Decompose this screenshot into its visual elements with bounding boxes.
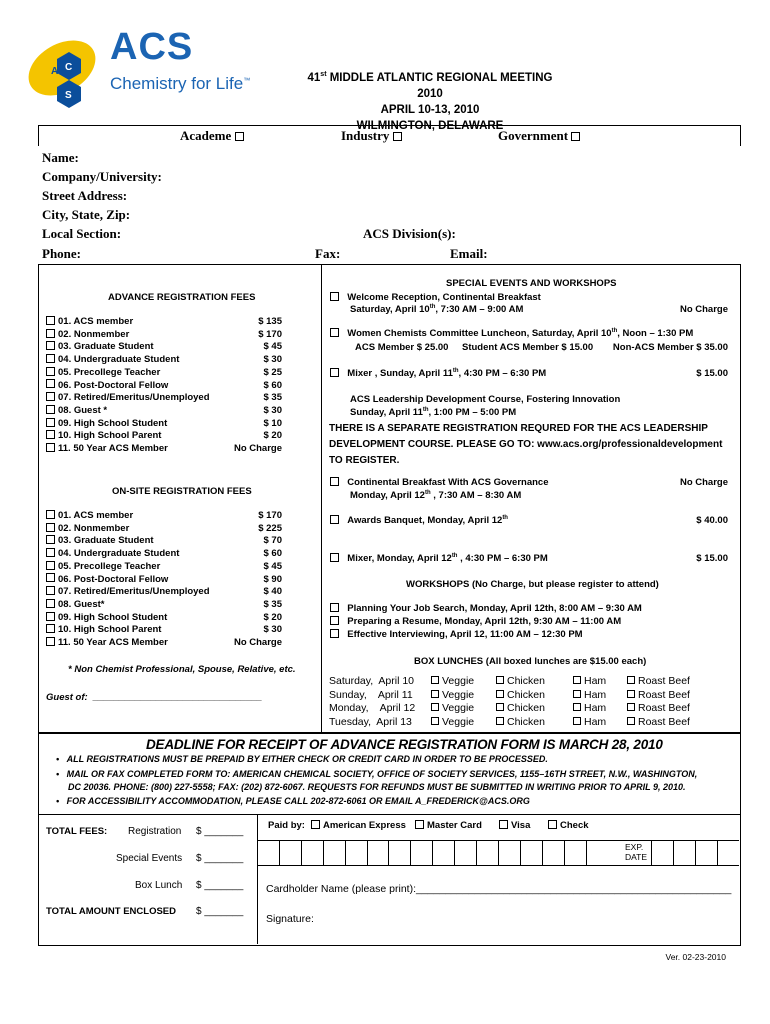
- lunch-option-checkbox[interactable]: [627, 676, 635, 684]
- lunch-option-label: Chicken: [507, 715, 545, 728]
- fee-checkbox[interactable]: [46, 392, 55, 401]
- lunch-row: [329, 689, 729, 702]
- fee-label-text: 01. ACS member: [58, 316, 134, 327]
- fee-amount: $ 45: [263, 560, 282, 572]
- fee-row[interactable]: [46, 561, 282, 573]
- workshop-label: Preparing a Resume, Monday, April 12th, 9:30 AM – 11:00 AM: [347, 616, 622, 627]
- workshops-title: WORKSHOPS (No Charge, but please register to attend): [406, 579, 659, 590]
- logo-tagline: [110, 74, 250, 94]
- fee-label-text: 07. Retired/Emeritus/Unemployed: [58, 586, 210, 598]
- fee-checkbox[interactable]: [46, 612, 55, 621]
- lunch-option-label: Ham: [584, 688, 607, 701]
- fee-amount: $ 20: [263, 430, 282, 442]
- guest-of-label: Guest of:: [46, 692, 88, 703]
- fee-label: [46, 624, 161, 635]
- totals-payment-divider: [257, 814, 258, 944]
- fee-checkbox[interactable]: [46, 341, 55, 350]
- fee-label: [46, 367, 160, 378]
- mixer-monday-price: $ 15.00: [696, 553, 728, 564]
- fee-label-text: 03. Graduate Student: [58, 341, 154, 353]
- workshop-checkbox[interactable]: [330, 603, 339, 612]
- logo-hex-letter: C: [65, 62, 73, 73]
- lunch-option[interactable]: [573, 702, 606, 714]
- lunch-day: Monday, April 12: [329, 702, 416, 714]
- workshop-item[interactable]: [330, 616, 621, 627]
- fee-checkbox[interactable]: [46, 510, 55, 519]
- fee-amount: No Charge: [233, 637, 282, 648]
- totals-top-divider: [38, 814, 740, 815]
- fee-checkbox[interactable]: [46, 367, 55, 376]
- lunch-option[interactable]: [431, 716, 474, 728]
- fee-row[interactable]: [46, 535, 282, 547]
- fee-row[interactable]: [46, 341, 282, 353]
- lunch-option[interactable]: [431, 675, 474, 687]
- lunch-option-label: Roast Beef: [638, 675, 690, 687]
- fee-checkbox[interactable]: [46, 586, 55, 595]
- lunch-option-label: Ham: [584, 675, 607, 687]
- fee-label-text: 02. Nonmember: [58, 328, 130, 340]
- total-enclosed-label: TOTAL AMOUNT ENCLOSED: [46, 906, 177, 917]
- lunch-option-checkbox[interactable]: [573, 690, 581, 698]
- date-label: DATE: [625, 852, 648, 862]
- fee-label-text: 09. High School Student: [58, 417, 168, 429]
- fee-label: [46, 574, 168, 585]
- lunch-option[interactable]: [627, 675, 690, 687]
- fee-amount: $ 35: [263, 598, 282, 610]
- wcc-price-member: ACS Member $ 25.00: [355, 342, 449, 353]
- amex-checkbox[interactable]: [311, 820, 320, 829]
- fee-checkbox[interactable]: [46, 316, 55, 325]
- wcc-checkbox[interactable]: [330, 328, 339, 337]
- affiliation-industry[interactable]: Industry: [341, 128, 405, 144]
- guest-of-field[interactable]: [46, 692, 262, 703]
- meeting-dates: APRIL 10-13, 2010: [380, 103, 480, 116]
- fee-row[interactable]: [46, 523, 282, 535]
- meeting-title: [300, 67, 560, 134]
- fee-label-text: 05. Precollege Teacher: [58, 366, 161, 378]
- lunch-option-checkbox[interactable]: [573, 703, 581, 711]
- lunch-option-label: Chicken: [507, 702, 545, 714]
- workshop-checkbox[interactable]: [330, 629, 339, 638]
- fee-checkbox[interactable]: [46, 548, 55, 557]
- event-welcome-price: No Charge: [679, 304, 728, 315]
- fee-row[interactable]: [46, 380, 282, 392]
- governance-time: Monday, April 12th , 7:30 AM – 8:30 AM: [350, 490, 522, 502]
- fee-amount: $ 30: [263, 354, 282, 366]
- lunch-option-label: Chicken: [507, 675, 545, 687]
- registration-total-field[interactable]: $ _______: [196, 826, 244, 837]
- fee-label: [46, 430, 161, 441]
- fee-label: [46, 443, 168, 454]
- card-digit-cell[interactable]: [542, 841, 543, 865]
- workshop-label: Planning Your Job Search, Monday, April 12th, 8:00 AM – 9:30 AM: [347, 603, 642, 614]
- governance-checkbox[interactable]: [330, 477, 339, 486]
- fee-amount: $ 40: [263, 586, 282, 598]
- fee-amount: $ 60: [263, 548, 282, 560]
- fee-amount: $ 170: [258, 510, 282, 521]
- fee-checkbox[interactable]: [46, 379, 55, 388]
- card-number-grid[interactable]: [257, 840, 739, 866]
- card-digit-cell[interactable]: [388, 841, 389, 865]
- total-fees-label: TOTAL FEES:: [46, 826, 108, 837]
- lunch-option[interactable]: [573, 689, 606, 701]
- lunch-option[interactable]: [627, 716, 690, 728]
- fee-row[interactable]: [46, 510, 282, 522]
- fee-label: [46, 612, 167, 623]
- box-lunch-total-label: Box Lunch: [135, 880, 183, 891]
- fee-row[interactable]: [46, 586, 282, 598]
- lunch-option-checkbox[interactable]: [627, 703, 635, 711]
- fee-label: [46, 418, 167, 429]
- advance-fees-title: ADVANCE REGISTRATION FEES: [108, 292, 256, 303]
- fee-row[interactable]: [46, 329, 282, 341]
- fee-label-text: 08. Guest*: [58, 598, 105, 610]
- fee-checkbox[interactable]: [46, 405, 55, 414]
- fee-label: [46, 586, 210, 597]
- lunch-option-label: Chicken: [507, 688, 545, 701]
- city-field-label[interactable]: City, State, Zip:: [42, 207, 131, 222]
- fee-row[interactable]: [46, 637, 282, 649]
- card-digit-cell[interactable]: [301, 841, 302, 865]
- email-field-label[interactable]: Email:: [450, 246, 488, 261]
- fee-label: [46, 341, 154, 352]
- fee-row[interactable]: [46, 548, 282, 560]
- lunch-option[interactable]: [573, 675, 606, 687]
- lunch-option-checkbox[interactable]: [496, 703, 504, 711]
- fee-amount: $ 20: [263, 611, 282, 623]
- pay-check[interactable]: Check: [548, 820, 589, 831]
- fee-checkbox[interactable]: [46, 354, 55, 363]
- fee-checkbox[interactable]: [46, 443, 55, 452]
- fee-amount: $ 225: [258, 522, 282, 534]
- card-digit-cell[interactable]: [279, 841, 280, 865]
- affiliation-academe[interactable]: Academe: [180, 128, 247, 144]
- industry-checkbox[interactable]: [393, 132, 402, 141]
- pay-amex[interactable]: American Express: [311, 820, 406, 831]
- fee-label-text: 11. 50 Year ACS Member: [58, 637, 168, 648]
- phone-field-label[interactable]: Phone:: [42, 246, 81, 261]
- card-digit-cell[interactable]: [323, 841, 324, 865]
- exp-label: EXP.: [625, 842, 644, 852]
- fee-row[interactable]: [46, 418, 282, 430]
- lunch-option-checkbox[interactable]: [496, 690, 504, 698]
- cardholder-name-field[interactable]: Cardholder Name (please print):______________________________________________________: [266, 883, 732, 895]
- total-enclosed-field[interactable]: $ _______: [196, 906, 244, 917]
- lunch-option-label: Veggie: [442, 675, 475, 687]
- fee-label: [46, 599, 104, 610]
- fee-row[interactable]: [46, 430, 282, 442]
- fee-checkbox[interactable]: [46, 624, 55, 633]
- fee-amount: $ 25: [263, 366, 282, 378]
- special-events-total-label: Special Events: [116, 853, 183, 864]
- onsite-fees-title: ON-SITE REGISTRATION FEES: [112, 486, 252, 497]
- fee-label: [46, 637, 168, 648]
- fee-amount: $ 10: [263, 417, 282, 429]
- lunch-day: Sunday, April 11: [329, 688, 413, 701]
- leadership-course: ACS Leadership Development Course, Fostering Innovation: [350, 394, 621, 405]
- acs-logo: [24, 22, 259, 112]
- fee-label-text: 02. Nonmember: [58, 522, 130, 534]
- box-lunch-total-field[interactable]: $ _______: [196, 880, 244, 891]
- meeting-title-line1: 41st MIDDLE ATLANTIC REGIONAL MEETING 2010: [307, 71, 553, 100]
- fee-amount: $ 170: [258, 328, 282, 340]
- event-awards-banquet[interactable]: Awards Banquet, Monday, April 12th: [330, 515, 508, 526]
- welcome-checkbox[interactable]: [330, 292, 339, 301]
- event-welcome-time: Saturday, April 10th, 7:30 AM – 9:00 AM: [350, 304, 524, 316]
- fee-row[interactable]: [46, 405, 282, 417]
- fee-label-text: 11. 50 Year ACS Member: [58, 443, 168, 454]
- signature-field[interactable]: Signature:: [266, 913, 314, 925]
- lunch-option-checkbox[interactable]: [573, 676, 581, 684]
- lunch-option-label: Ham: [584, 702, 607, 714]
- form-version: Ver. 02-23-2010: [665, 952, 726, 962]
- card-digit-cell[interactable]: [345, 841, 346, 865]
- fee-label-text: 08. Guest *: [58, 404, 108, 416]
- banquet-price: $ 40.00: [696, 515, 728, 526]
- guest-note: * Non Chemist Professional, Spouse, Relative, etc.: [68, 664, 296, 675]
- visa-checkbox[interactable]: [499, 820, 508, 829]
- lunch-row: [329, 702, 729, 715]
- fee-label-text: 06. Post-Doctoral Fellow: [58, 379, 169, 391]
- fee-label: [46, 316, 133, 327]
- deadline-bullet-mail-cont: DC 20036. PHONE: (800) 227-5558; FAX: (202) 872-6067. REQUESTS FOR REFUNDS MUST BE SUBMITTED IN WRITING PRIOR TO APRIL 9, 2010.: [68, 782, 686, 792]
- logo-tagline-text: Chemistry for Life: [110, 74, 244, 93]
- fee-amount: $ 30: [263, 624, 282, 636]
- street-field-label[interactable]: Street Address:: [42, 188, 128, 203]
- lunch-day: Saturday, April 10: [329, 675, 415, 687]
- paid-by-label: Paid by:: [268, 820, 305, 831]
- fee-checkbox[interactable]: [46, 535, 55, 544]
- lunch-option-label: Veggie: [442, 702, 475, 714]
- column-divider: [321, 264, 322, 732]
- fee-row[interactable]: [46, 624, 282, 636]
- lunch-option[interactable]: [627, 702, 690, 714]
- logo-hex-letter: A: [51, 66, 59, 77]
- workshop-item[interactable]: [330, 629, 583, 640]
- logo-hex-letter: S: [65, 90, 72, 101]
- card-digit-cell[interactable]: [367, 841, 368, 865]
- fee-label: [46, 354, 179, 365]
- registration-total-label: Registration: [128, 826, 182, 837]
- card-digit-cell[interactable]: [695, 841, 696, 865]
- fee-row[interactable]: [46, 316, 282, 328]
- fee-label-text: 10. High School Parent: [58, 430, 162, 442]
- card-digit-cell[interactable]: [432, 841, 433, 865]
- workshop-item[interactable]: [330, 603, 642, 614]
- lunch-option[interactable]: [573, 716, 606, 728]
- company-field-label[interactable]: Company/University:: [42, 169, 162, 184]
- card-digit-cell[interactable]: [717, 841, 718, 865]
- card-digit-cell[interactable]: [476, 841, 477, 865]
- fee-row[interactable]: [46, 354, 282, 366]
- fee-checkbox[interactable]: [46, 599, 55, 608]
- fee-label-text: 03. Graduate Student: [58, 535, 154, 547]
- wcc-price-nonmember: Non-ACS Member $ 35.00: [612, 342, 728, 353]
- leadership-time: Sunday, April 11th, 1:00 PM – 5:00 PM: [350, 407, 517, 419]
- special-events-total-field[interactable]: $ _______: [196, 853, 244, 864]
- fee-amount: $ 60: [263, 379, 282, 391]
- name-field-label[interactable]: Name:: [42, 150, 79, 165]
- lunch-option[interactable]: [496, 702, 545, 714]
- acs-hexagon-logo-icon: [24, 22, 114, 112]
- fee-label-text: 07. Retired/Emeritus/Unemployed: [58, 392, 210, 404]
- lunch-option-checkbox[interactable]: [431, 717, 439, 725]
- fee-row[interactable]: [46, 612, 282, 624]
- lunch-option-checkbox[interactable]: [627, 690, 635, 698]
- fee-label-text: 06. Post-Doctoral Fellow: [58, 573, 169, 585]
- pay-visa[interactable]: Visa: [499, 820, 530, 831]
- leadership-notice-2: DEVELOPMENT COURSE. PLEASE GO TO: www.acs.org/professionaldevelopment: [329, 439, 723, 450]
- card-digit-cell[interactable]: [586, 841, 587, 865]
- lunch-option-label: Roast Beef: [638, 715, 690, 728]
- lunch-row: [329, 716, 729, 729]
- fee-label: [46, 392, 210, 403]
- fee-row[interactable]: [46, 367, 282, 379]
- lunch-option-label: Ham: [584, 715, 607, 728]
- leadership-notice-1: THERE IS A SEPARATE REGISTRATION REQURED FOR THE ACS LEADERSHIP: [329, 423, 708, 434]
- card-digit-cell[interactable]: [257, 841, 258, 865]
- fee-label: [46, 523, 129, 534]
- fee-row[interactable]: [46, 599, 282, 611]
- card-digit-cell[interactable]: [410, 841, 411, 865]
- fee-amount: $ 90: [263, 573, 282, 585]
- card-digit-cell[interactable]: [520, 841, 521, 865]
- government-checkbox[interactable]: [571, 132, 580, 141]
- banquet-checkbox[interactable]: [330, 515, 339, 524]
- fee-label-text: 04. Undergraduate Student: [58, 354, 180, 366]
- lunch-option-checkbox[interactable]: [627, 717, 635, 725]
- event-mixer-sunday[interactable]: Mixer , Sunday, April 11th, 4:30 PM – 6:30 PM: [330, 368, 546, 379]
- fee-label: [46, 561, 160, 572]
- fee-checkbox[interactable]: [46, 430, 55, 439]
- fee-label-text: 04. Undergraduate Student: [58, 548, 180, 560]
- card-digit-cell[interactable]: [673, 841, 674, 865]
- logo-tm: ™: [243, 77, 251, 85]
- event-welcome[interactable]: Welcome Reception, Continental Breakfast: [330, 292, 541, 303]
- mastercard-checkbox[interactable]: [415, 820, 424, 829]
- fee-label: [46, 535, 154, 546]
- mixer-sunday-checkbox[interactable]: [330, 368, 339, 377]
- lunch-option-checkbox[interactable]: [496, 717, 504, 725]
- logo-brand: ACS: [110, 26, 194, 68]
- fee-label: [46, 548, 179, 559]
- lunch-option-label: Roast Beef: [638, 688, 690, 701]
- deadline-bullet-mail: • MAIL OR FAX COMPLETED FORM TO: AMERICAN CHEMICAL SOCIETY, OFFICE OF SOCIETY SERVICES, 1155–16TH STREET, N.W., WASHINGTON,: [56, 769, 698, 779]
- fee-amount: $ 135: [258, 316, 282, 327]
- box-lunch-title: BOX LUNCHES (All boxed lunches are $15.00 each): [414, 656, 647, 667]
- fee-row[interactable]: [46, 574, 282, 586]
- fee-checkbox[interactable]: [46, 637, 55, 646]
- mixer-monday-checkbox[interactable]: [330, 553, 339, 562]
- fee-checkbox[interactable]: [46, 418, 55, 427]
- lunch-option[interactable]: [431, 689, 474, 701]
- fee-row[interactable]: [46, 443, 282, 455]
- fax-field-label[interactable]: Fax:: [315, 246, 341, 261]
- leadership-notice-3: TO REGISTER.: [329, 455, 400, 466]
- card-digit-cell[interactable]: [454, 841, 455, 865]
- fee-amount: $ 45: [263, 341, 282, 353]
- fee-amount: $ 30: [263, 404, 282, 416]
- divisions-field-label[interactable]: ACS Division(s):: [363, 226, 456, 241]
- events-title: SPECIAL EVENTS AND WORKSHOPS: [446, 278, 617, 289]
- fee-checkbox[interactable]: [46, 523, 55, 532]
- exp-date-label: [625, 842, 647, 862]
- check-checkbox[interactable]: [548, 820, 557, 829]
- fee-label-text: 05. Precollege Teacher: [58, 560, 161, 572]
- fee-label-text: 01. ACS member: [58, 510, 134, 521]
- card-number-cells[interactable]: [257, 841, 739, 865]
- card-digit-cell[interactable]: [564, 841, 565, 865]
- lunch-option-label: Veggie: [442, 715, 475, 728]
- pay-mastercard[interactable]: Master Card: [415, 820, 482, 831]
- mixer-sunday-price: $ 15.00: [696, 368, 728, 379]
- card-digit-cell[interactable]: [498, 841, 499, 865]
- fee-label: [46, 329, 129, 340]
- fee-label: [46, 380, 168, 391]
- workshop-checkbox[interactable]: [330, 616, 339, 625]
- lunch-day: Tuesday, April 13: [329, 715, 412, 728]
- lunch-row: [329, 675, 729, 688]
- governance-price: No Charge: [679, 477, 728, 488]
- lunch-option-checkbox[interactable]: [496, 676, 504, 684]
- event-governance-breakfast[interactable]: Continental Breakfast With ACS Governance: [330, 477, 549, 488]
- lunch-option-checkbox[interactable]: [431, 676, 439, 684]
- fee-checkbox[interactable]: [46, 561, 55, 570]
- lunch-option-checkbox[interactable]: [573, 717, 581, 725]
- lunch-option[interactable]: [627, 689, 690, 701]
- fee-checkbox[interactable]: [46, 573, 55, 582]
- fee-checkbox[interactable]: [46, 329, 55, 338]
- fee-label: [46, 510, 133, 521]
- lunch-option-label: Roast Beef: [638, 702, 690, 714]
- workshop-label: Effective Interviewing, April 12, 11:00 AM – 12:30 PM: [347, 629, 583, 640]
- deadline-bullet-accessibility: • FOR ACCESSIBILITY ACCOMMODATION, PLEASE CALL 202-872-6061 OR EMAIL A_FREDERICK@ACS.ORG: [56, 796, 530, 806]
- guest-of-line[interactable]: ________________________________: [92, 692, 263, 703]
- fee-label-text: 10. High School Parent: [58, 624, 162, 636]
- fee-amount: No Charge: [233, 443, 282, 454]
- event-wcc[interactable]: Women Chemists Committee Luncheon, Saturday, April 10th, Noon – 1:30 PM: [330, 328, 693, 339]
- affiliation-government[interactable]: Government: [498, 128, 583, 144]
- lunch-option[interactable]: [431, 702, 474, 714]
- lunch-option-checkbox[interactable]: [431, 703, 439, 711]
- local-section-field-label[interactable]: Local Section:: [42, 226, 122, 241]
- card-digit-cell[interactable]: [651, 841, 652, 865]
- event-mixer-monday[interactable]: Mixer, Monday, April 12th , 4:30 PM – 6:30 PM: [330, 553, 548, 564]
- fee-label-text: 09. High School Student: [58, 611, 168, 623]
- deadline-bullet-prepaid: • ALL REGISTRATIONS MUST BE PREPAID BY EITHER CHECK OR CREDIT CARD IN ORDER TO BE PROCESSED.: [56, 754, 548, 764]
- lunch-option[interactable]: [496, 716, 545, 728]
- deadline-title: DEADLINE FOR RECEIPT OF ADVANCE REGISTRATION FORM IS MARCH 28, 2010: [146, 737, 663, 752]
- academe-checkbox[interactable]: [235, 132, 244, 141]
- lunch-option[interactable]: [496, 675, 545, 687]
- lunch-option[interactable]: [496, 689, 545, 701]
- wcc-price-student: Student ACS Member $ 15.00: [462, 342, 594, 353]
- lunch-option-label: Veggie: [442, 688, 475, 701]
- fee-amount: $ 35: [263, 392, 282, 404]
- fee-row[interactable]: [46, 392, 282, 404]
- meeting-location: WILMINGTON, DELAWARE: [356, 119, 504, 132]
- fee-amount: $ 70: [263, 535, 282, 547]
- fee-label: [46, 405, 107, 416]
- lunch-option-checkbox[interactable]: [431, 690, 439, 698]
